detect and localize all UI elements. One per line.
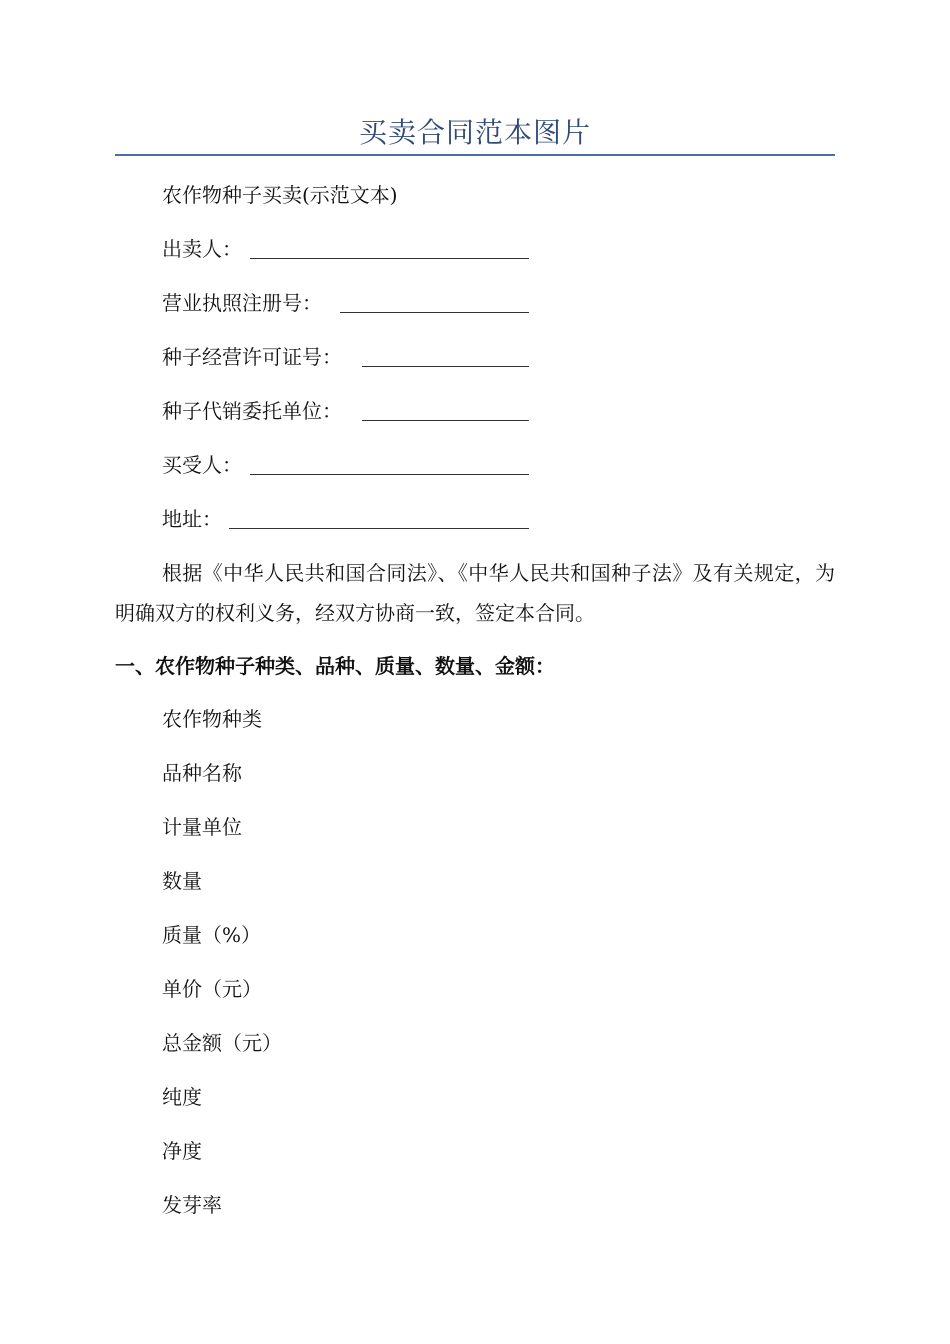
field-seller-blank — [250, 258, 529, 259]
field-consignment-unit-label: 种子代销委托单位： — [162, 399, 342, 423]
list-item: 纯度 — [162, 1085, 202, 1109]
list-item: 净度 — [162, 1139, 202, 1163]
field-consignment-unit-blank — [362, 420, 529, 421]
section-1-heading: 一、农作物种子种类、品种、质量、数量、金额： — [115, 654, 555, 678]
field-business-license-blank — [340, 312, 529, 313]
list-item: 计量单位 — [162, 815, 242, 839]
list-item: 发芽率 — [162, 1193, 222, 1217]
list-item: 总金额（元） — [162, 1031, 282, 1055]
list-item: 单价（元） — [162, 977, 262, 1001]
list-item: 质量（%） — [162, 923, 262, 947]
field-seed-permit-blank — [362, 366, 529, 367]
list-item: 数量 — [162, 869, 202, 893]
field-seller-label: 出卖人： — [162, 237, 242, 261]
field-buyer-label: 买受人： — [162, 453, 242, 477]
field-address-blank — [229, 528, 529, 529]
list-item: 农作物种类 — [162, 707, 262, 731]
field-buyer-blank — [250, 474, 529, 475]
list-item: 品种名称 — [162, 761, 242, 785]
field-seed-permit-label: 种子经营许可证号： — [162, 345, 342, 369]
document-title: 买卖合同范本图片 — [358, 116, 591, 149]
field-business-license-label: 营业执照注册号： — [162, 291, 322, 315]
contract-subtitle: 农作物种子买卖(示范文本) — [162, 183, 398, 207]
title-underline — [115, 154, 835, 156]
intro-paragraph: 根据《中华人民共和国合同法》、《中华人民共和国种子法》及有关规定，为明确双方的权利义务，经双方协商一致，签定本合同。 — [115, 561, 835, 625]
field-address-label: 地址： — [162, 507, 222, 531]
